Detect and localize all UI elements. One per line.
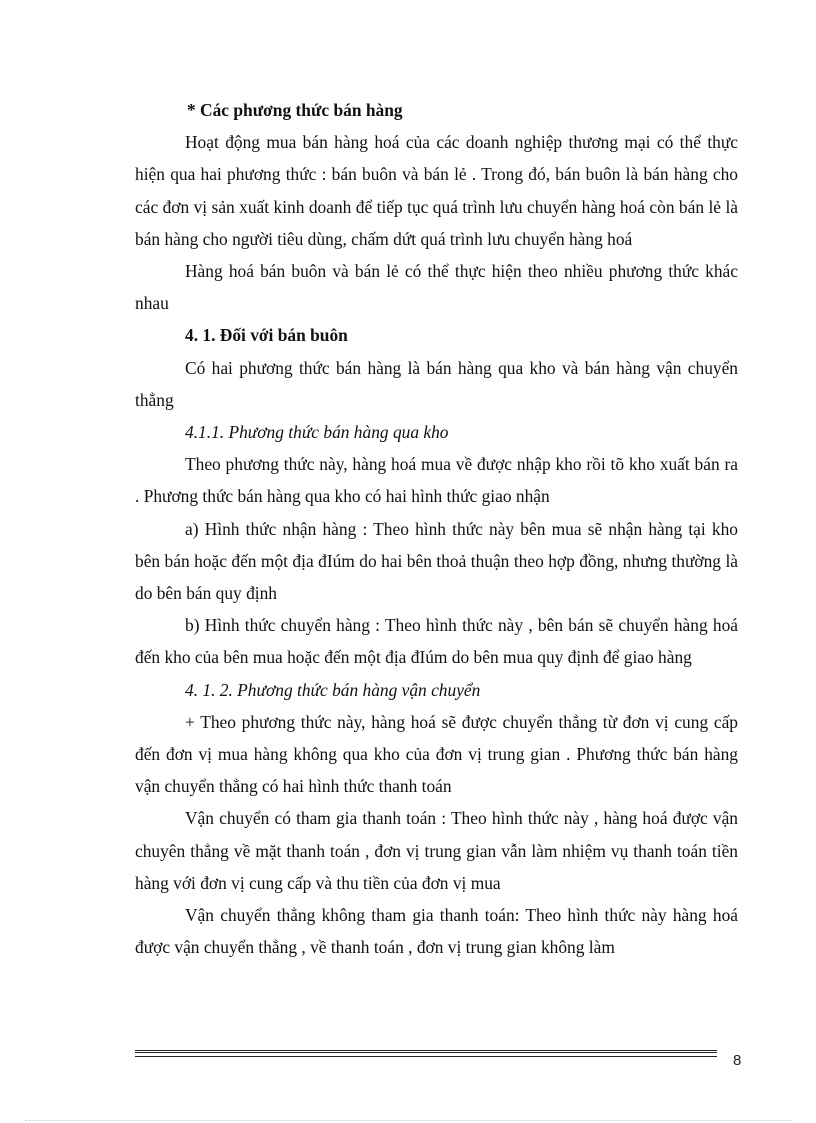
paragraph-various-methods: Hàng hoá bán buôn và bán lẻ có thể thực hiện theo nhiều phương thức khác nhau — [135, 261, 738, 314]
heading-wholesale: 4. 1. Đối với bán buôn — [185, 325, 348, 346]
subheading-transport-sales: 4. 1. 2. Phương thức bán hàng vận chuyển — [185, 679, 481, 700]
paragraph-transport-without-payment: Vận chuyển thẳng không tham gia thanh toán: Theo hình thức này hàng hoá được vận chuyển thẳng , về thanh toán , đơn vị trung gian không làm — [135, 905, 738, 958]
paragraph-receiving-form: a) Hình thức nhận hàng : Theo hình thức này bên mua sẽ nhận hàng tại kho bên bán hoặc đến một địa đIúm do hai bên thoả thuận theo hợp đồng, nhưng thường là do bên bán quy định — [135, 518, 738, 604]
page-edge-dotted-line — [25, 1120, 791, 1121]
paragraph-warehouse-sales: Theo phương thức này, hàng hoá mua về được nhập kho rồi tõ kho xuất bán ra . Phương thức bán hàng qua kho có hai hình thức giao nhận — [135, 454, 738, 507]
paragraph-transport-with-payment: Vận chuyển có tham gia thanh toán : Theo hình thức này , hàng hoá được vận chuyên thẳng về mặt thanh toán , đơn vị trung gian vẫn làm nhiệm vụ thanh toán tiền hàng với đơn vị cung cấp và thu tiền của đơn vị mua — [135, 808, 738, 893]
document-body — [135, 94, 738, 963]
page-number: 8 — [733, 1052, 742, 1069]
subheading-warehouse-sales: 4.1.1. Phương thức bán hàng qua kho — [185, 422, 449, 443]
paragraph-two-methods: Có hai phương thức bán hàng là bán hàng qua kho và bán hàng vận chuyển thẳng — [135, 357, 738, 410]
paragraph-transfer-form: b) Hình thức chuyển hàng : Theo hình thức này , bên bán sẽ chuyển hàng hoá đến kho của bên mua hoặc đến một địa đIúm do bên mua quy định để giao hàng — [135, 615, 738, 668]
paragraph-intro: Hoạt động mua bán hàng hoá của các doanh nghiệp thương mại có thể thực hiện qua hai phương thức : bán buôn và bán lẻ . Trong đó, bán buôn là bán hàng cho các đơn vị sản xuất kinh doanh để tiếp tục quá trình lưu chuyển hàng hoá còn bán lẻ là bán hàng cho người tiêu dùng, chấm dứt quá trình lưu chuyển hàng hoá — [135, 132, 738, 249]
paragraph-direct-transport: + Theo phương thức này, hàng hoá sẽ được chuyển thẳng từ đơn vị cung cấp đến đơn vị mua hàng không qua kho của đơn vị trung gian . Phương thức bán hàng vận chuyển thẳng có hai hình thức thanh toán — [135, 711, 738, 797]
footer-divider — [135, 1050, 717, 1057]
heading-sales-methods: * Các phương thức bán hàng — [187, 100, 403, 120]
